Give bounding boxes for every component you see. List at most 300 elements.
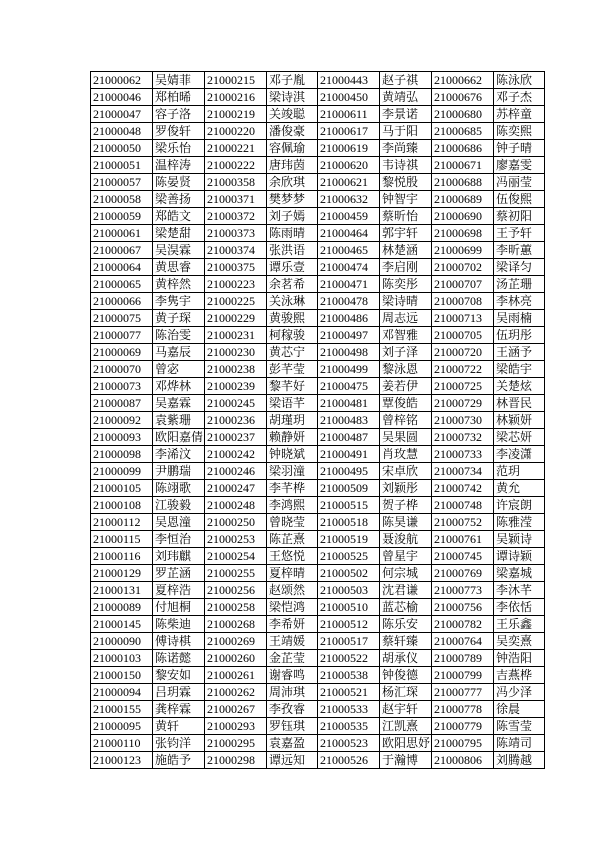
table-row (91, 293, 545, 310)
student-id-cell: 21000535 (318, 718, 380, 735)
student-name-cell: 梁皓宇 (494, 361, 545, 378)
student-name-cell: 吴奕熹 (494, 633, 545, 650)
student-name-cell: 赵宇轩 (380, 701, 432, 718)
student-id-cell: 21000059 (91, 208, 153, 225)
table-row (91, 429, 545, 446)
table-row (91, 565, 545, 582)
student-name-cell: 李昕蕙 (494, 242, 545, 259)
student-name-cell: 冯少泽 (494, 684, 545, 701)
student-name-cell: 陈奕熙 (494, 123, 545, 140)
student-id-cell: 21000483 (318, 412, 380, 429)
student-id-cell: 21000533 (318, 701, 380, 718)
student-name-cell: 许宸朗 (494, 497, 545, 514)
student-name-cell: 廖嘉雯 (494, 157, 545, 174)
student-name-cell: 李景诺 (380, 106, 432, 123)
table-row (91, 531, 545, 548)
student-name-cell: 李启刚 (380, 259, 432, 276)
student-name-cell: 王涵予 (494, 344, 545, 361)
table-row (91, 344, 545, 361)
student-id-cell: 21000495 (318, 463, 380, 480)
student-name-cell: 李依恬 (494, 599, 545, 616)
student-id-cell: 21000047 (91, 106, 153, 123)
student-id-cell: 21000525 (318, 548, 380, 565)
student-name-cell: 韦诗祺 (380, 157, 432, 174)
student-name-cell: 赵子祺 (380, 72, 432, 89)
student-id-cell: 21000708 (432, 293, 494, 310)
student-id-cell: 21000773 (432, 582, 494, 599)
student-id-cell: 21000764 (432, 633, 494, 650)
student-id-cell: 21000497 (318, 327, 380, 344)
table-row (91, 191, 545, 208)
student-id-cell: 21000065 (91, 276, 153, 293)
student-name-cell: 陈奕彤 (380, 276, 432, 293)
student-id-cell: 21000465 (318, 242, 380, 259)
student-id-cell: 21000662 (432, 72, 494, 89)
student-id-cell: 21000258 (205, 599, 267, 616)
student-name-cell: 吴嘉霖 (153, 395, 205, 412)
student-id-cell: 21000131 (91, 582, 153, 599)
student-name-cell: 徐晨 (494, 701, 545, 718)
student-name-cell: 王靖媛 (267, 633, 318, 650)
student-name-cell: 聂浚航 (380, 531, 432, 548)
student-name-cell: 胡瑾玥 (267, 412, 318, 429)
student-id-cell: 21000752 (432, 514, 494, 531)
student-name-cell: 吴雨楠 (494, 310, 545, 327)
student-name-cell: 容佩瑜 (267, 140, 318, 157)
student-name-cell: 关楚炫 (494, 378, 545, 395)
student-name-cell: 赖静妍 (267, 429, 318, 446)
student-name-cell: 梁楚甜 (153, 225, 205, 242)
student-name-cell: 江骏毅 (153, 497, 205, 514)
student-id-cell: 21000471 (318, 276, 380, 293)
student-name-cell: 吉燕桦 (494, 667, 545, 684)
table-row (91, 548, 545, 565)
table-row (91, 106, 545, 123)
student-id-cell: 21000216 (205, 89, 267, 106)
student-name-cell: 尹鹏瑞 (153, 463, 205, 480)
student-name-cell: 郑皓文 (153, 208, 205, 225)
student-name-cell: 梁羽潼 (267, 463, 318, 480)
student-name-cell: 钟俊德 (380, 667, 432, 684)
student-name-cell: 李鸿熙 (267, 497, 318, 514)
student-name-cell: 傅诗棋 (153, 633, 205, 650)
table-row (91, 123, 545, 140)
student-id-cell: 21000778 (432, 701, 494, 718)
student-id-cell: 21000486 (318, 310, 380, 327)
student-name-cell: 李林亮 (494, 293, 545, 310)
student-id-cell: 21000745 (432, 548, 494, 565)
student-id-cell: 21000690 (432, 208, 494, 225)
student-id-cell: 21000116 (91, 548, 153, 565)
table-row (91, 276, 545, 293)
student-name-cell: 刘子泽 (380, 344, 432, 361)
student-name-cell: 刘腾越 (494, 752, 545, 769)
student-id-cell: 21000230 (205, 344, 267, 361)
student-name-cell: 汤芷珊 (494, 276, 545, 293)
student-name-cell: 李沐芊 (494, 582, 545, 599)
student-id-cell: 21000089 (91, 599, 153, 616)
student-id-cell: 21000215 (205, 72, 267, 89)
student-name-cell: 黄芯宁 (267, 344, 318, 361)
student-id-cell: 21000806 (432, 752, 494, 769)
student-id-cell: 21000255 (205, 565, 267, 582)
student-id-cell: 21000713 (432, 310, 494, 327)
student-id-cell: 21000799 (432, 667, 494, 684)
student-name-cell: 吴婧菲 (153, 72, 205, 89)
student-id-cell: 21000058 (91, 191, 153, 208)
student-name-cell: 范玥 (494, 463, 545, 480)
student-id-cell: 21000057 (91, 174, 153, 191)
student-id-cell: 21000734 (432, 463, 494, 480)
student-id-cell: 21000487 (318, 429, 380, 446)
student-name-cell: 唐玮茵 (267, 157, 318, 174)
student-id-cell: 21000699 (432, 242, 494, 259)
student-name-cell: 钟晓斌 (267, 446, 318, 463)
student-id-cell: 21000269 (205, 633, 267, 650)
student-id-cell: 21000729 (432, 395, 494, 412)
student-name-cell: 蔡轩臻 (380, 633, 432, 650)
student-name-cell: 苏梓童 (494, 106, 545, 123)
table-row (91, 752, 545, 769)
student-id-cell: 21000254 (205, 548, 267, 565)
student-name-cell: 黎安如 (153, 667, 205, 684)
student-id-cell: 21000087 (91, 395, 153, 412)
student-name-cell: 林颖妍 (494, 412, 545, 429)
student-id-cell: 21000070 (91, 361, 153, 378)
student-id-cell: 21000685 (432, 123, 494, 140)
student-id-cell: 21000502 (318, 565, 380, 582)
student-id-cell: 21000756 (432, 599, 494, 616)
student-name-cell: 黎泳恩 (380, 361, 432, 378)
student-id-cell: 21000219 (205, 106, 267, 123)
student-name-cell: 夏梓晴 (267, 565, 318, 582)
student-name-cell: 马嘉辰 (153, 344, 205, 361)
table-row (91, 616, 545, 633)
table-row (91, 446, 545, 463)
student-name-cell: 伍俊熙 (494, 191, 545, 208)
student-name-cell: 柯稼骏 (267, 327, 318, 344)
student-id-cell: 21000512 (318, 616, 380, 633)
student-id-cell: 21000705 (432, 327, 494, 344)
student-name-cell: 陈柴迪 (153, 616, 205, 633)
student-name-cell: 何宗城 (380, 565, 432, 582)
student-name-cell: 刘子嫣 (267, 208, 318, 225)
student-name-cell: 覃俊皓 (380, 395, 432, 412)
student-name-cell: 黄骏熙 (267, 310, 318, 327)
student-name-cell: 王悠悦 (267, 548, 318, 565)
student-name-cell: 欧阳思妤 (380, 735, 432, 752)
student-id-cell: 21000073 (91, 378, 153, 395)
student-name-cell: 袁紫珊 (153, 412, 205, 429)
student-name-cell: 陈雅滢 (494, 514, 545, 531)
student-name-cell: 梁善扬 (153, 191, 205, 208)
student-name-cell: 金芷莹 (267, 650, 318, 667)
table-row (91, 735, 545, 752)
student-id-cell: 21000129 (91, 565, 153, 582)
student-id-cell: 21000236 (205, 412, 267, 429)
student-id-cell: 21000619 (318, 140, 380, 157)
student-name-cell: 梁语芊 (267, 395, 318, 412)
student-id-cell: 21000498 (318, 344, 380, 361)
student-name-cell: 陈诺懿 (153, 650, 205, 667)
student-id-cell: 21000221 (205, 140, 267, 157)
student-id-cell: 21000095 (91, 718, 153, 735)
student-name-cell: 谭诗颖 (494, 548, 545, 565)
student-id-cell: 21000245 (205, 395, 267, 412)
student-id-cell: 21000722 (432, 361, 494, 378)
table-row (91, 310, 545, 327)
student-id-cell: 21000680 (432, 106, 494, 123)
student-name-cell: 黄靖弘 (380, 89, 432, 106)
table-row (91, 225, 545, 242)
student-name-cell: 梁芯妍 (494, 429, 545, 446)
student-id-cell: 21000247 (205, 480, 267, 497)
table-row (91, 72, 545, 89)
student-id-cell: 21000092 (91, 412, 153, 429)
student-name-cell: 温梓涛 (153, 157, 205, 174)
student-name-cell: 黄思睿 (153, 259, 205, 276)
student-id-cell: 21000725 (432, 378, 494, 395)
student-name-cell: 林晋民 (494, 395, 545, 412)
student-id-cell: 21000093 (91, 429, 153, 446)
student-id-cell: 21000150 (91, 667, 153, 684)
student-id-cell: 21000782 (432, 616, 494, 633)
student-id-cell: 21000371 (205, 191, 267, 208)
student-name-cell: 黄子琛 (153, 310, 205, 327)
student-id-cell: 21000518 (318, 514, 380, 531)
student-id-cell: 21000688 (432, 174, 494, 191)
student-id-cell: 21000443 (318, 72, 380, 89)
student-id-cell: 21000229 (205, 310, 267, 327)
student-name-cell: 江凯熹 (380, 718, 432, 735)
student-name-cell: 黎芊好 (267, 378, 318, 395)
student-id-cell: 21000503 (318, 582, 380, 599)
student-id-cell: 21000373 (205, 225, 267, 242)
student-id-cell: 21000103 (91, 650, 153, 667)
student-id-cell: 21000262 (205, 684, 267, 701)
student-id-cell: 21000698 (432, 225, 494, 242)
student-name-cell: 陈晏贤 (153, 174, 205, 191)
student-name-cell: 马于阳 (380, 123, 432, 140)
student-id-cell: 21000789 (432, 650, 494, 667)
student-name-cell: 冯丽莹 (494, 174, 545, 191)
student-name-cell: 蓝芯榆 (380, 599, 432, 616)
student-name-cell: 林楚涵 (380, 242, 432, 259)
table-row (91, 361, 545, 378)
table-row (91, 480, 545, 497)
student-id-cell: 21000223 (205, 276, 267, 293)
table-row (91, 412, 545, 429)
student-id-cell: 21000517 (318, 633, 380, 650)
student-name-cell: 伍玥彤 (494, 327, 545, 344)
student-name-cell: 陈昊谦 (380, 514, 432, 531)
student-id-cell: 21000632 (318, 191, 380, 208)
student-id-cell: 21000521 (318, 684, 380, 701)
student-id-cell: 21000526 (318, 752, 380, 769)
student-name-cell: 李恒治 (153, 531, 205, 548)
student-name-cell: 邓智雅 (380, 327, 432, 344)
student-id-cell: 21000295 (205, 735, 267, 752)
student-name-cell: 李浠汶 (153, 446, 205, 463)
student-id-cell: 21000509 (318, 480, 380, 497)
student-name-cell: 罗芷涵 (153, 565, 205, 582)
student-id-cell: 21000239 (205, 378, 267, 395)
student-id-cell: 21000510 (318, 599, 380, 616)
student-name-cell: 邓子胤 (267, 72, 318, 89)
table-row (91, 242, 545, 259)
table-row (91, 208, 545, 225)
student-name-cell: 王乐鑫 (494, 616, 545, 633)
student-id-cell: 21000067 (91, 242, 153, 259)
student-id-cell: 21000123 (91, 752, 153, 769)
student-name-cell: 容子洛 (153, 106, 205, 123)
student-name-cell: 梁诗淇 (267, 89, 318, 106)
table-row (91, 701, 545, 718)
student-id-cell: 21000099 (91, 463, 153, 480)
student-name-cell: 欧阳嘉倩 (153, 429, 205, 446)
table-row (91, 718, 545, 735)
table-row (91, 667, 545, 684)
student-id-cell: 21000155 (91, 701, 153, 718)
table-row (91, 89, 545, 106)
student-id-cell: 21000090 (91, 633, 153, 650)
student-id-cell: 21000478 (318, 293, 380, 310)
student-name-cell: 施皓予 (153, 752, 205, 769)
student-name-cell: 付旭桐 (153, 599, 205, 616)
student-id-cell: 21000225 (205, 293, 267, 310)
student-name-cell: 刘颖彤 (380, 480, 432, 497)
student-id-cell: 21000372 (205, 208, 267, 225)
student-id-cell: 21000491 (318, 446, 380, 463)
student-name-cell: 关泳琳 (267, 293, 318, 310)
student-id-cell: 21000220 (205, 123, 267, 140)
student-id-cell: 21000238 (205, 361, 267, 378)
student-id-cell: 21000671 (432, 157, 494, 174)
student-name-cell: 龚梓霖 (153, 701, 205, 718)
student-id-cell: 21000256 (205, 582, 267, 599)
student-id-cell: 21000066 (91, 293, 153, 310)
student-id-cell: 21000112 (91, 514, 153, 531)
table-row (91, 378, 545, 395)
table-row (91, 259, 545, 276)
student-name-cell: 陈靖司 (494, 735, 545, 752)
student-name-cell: 刘玮麒 (153, 548, 205, 565)
student-name-cell: 钟子晴 (494, 140, 545, 157)
student-name-cell: 梁乐怡 (153, 140, 205, 157)
student-id-cell: 21000062 (91, 72, 153, 89)
table-row (91, 582, 545, 599)
student-id-cell: 21000069 (91, 344, 153, 361)
student-name-cell: 梁诗晴 (380, 293, 432, 310)
student-name-cell: 黄梓然 (153, 276, 205, 293)
student-id-cell: 21000748 (432, 497, 494, 514)
student-name-cell: 陈治雯 (153, 327, 205, 344)
student-id-cell: 21000077 (91, 327, 153, 344)
student-id-cell: 21000064 (91, 259, 153, 276)
student-id-cell: 21000048 (91, 123, 153, 140)
student-name-cell: 樊梦梦 (267, 191, 318, 208)
student-id-cell: 21000777 (432, 684, 494, 701)
student-name-cell: 陈乐安 (380, 616, 432, 633)
student-id-cell: 21000769 (432, 565, 494, 582)
student-name-cell: 罗钰琪 (267, 718, 318, 735)
student-name-cell: 李芊桦 (267, 480, 318, 497)
student-id-cell: 21000250 (205, 514, 267, 531)
student-name-cell: 郑柏晞 (153, 89, 205, 106)
table-row (91, 497, 545, 514)
student-id-cell: 21000499 (318, 361, 380, 378)
student-id-cell: 21000268 (205, 616, 267, 633)
student-id-cell: 21000375 (205, 259, 267, 276)
student-id-cell: 21000702 (432, 259, 494, 276)
student-roster-body (91, 72, 545, 769)
table-row (91, 599, 545, 616)
student-name-cell: 黄允 (494, 480, 545, 497)
student-name-cell: 吕玥霖 (153, 684, 205, 701)
student-id-cell: 21000620 (318, 157, 380, 174)
student-name-cell: 李尚臻 (380, 140, 432, 157)
student-name-cell: 潘俊豪 (267, 123, 318, 140)
student-name-cell: 陈泳欣 (494, 72, 545, 89)
student-name-cell: 张钧洋 (153, 735, 205, 752)
student-id-cell: 21000475 (318, 378, 380, 395)
student-id-cell: 21000621 (318, 174, 380, 191)
student-id-cell: 21000253 (205, 531, 267, 548)
student-id-cell: 21000481 (318, 395, 380, 412)
student-name-cell: 谢睿鸣 (267, 667, 318, 684)
student-id-cell: 21000267 (205, 701, 267, 718)
student-name-cell: 蔡昕怡 (380, 208, 432, 225)
student-name-cell: 宋卓欣 (380, 463, 432, 480)
student-name-cell: 陈翊歌 (153, 480, 205, 497)
student-id-cell: 21000611 (318, 106, 380, 123)
student-id-cell: 21000061 (91, 225, 153, 242)
student-name-cell: 赵颂然 (267, 582, 318, 599)
student-id-cell: 21000098 (91, 446, 153, 463)
student-id-cell: 21000523 (318, 735, 380, 752)
student-id-cell: 21000795 (432, 735, 494, 752)
student-roster-table (90, 71, 545, 769)
student-id-cell: 21000515 (318, 497, 380, 514)
student-name-cell: 沈君谦 (380, 582, 432, 599)
table-row (91, 157, 545, 174)
student-name-cell: 吴恩潼 (153, 514, 205, 531)
student-name-cell: 曾宓 (153, 361, 205, 378)
student-name-cell: 黎悦殷 (380, 174, 432, 191)
student-id-cell: 21000686 (432, 140, 494, 157)
student-id-cell: 21000222 (205, 157, 267, 174)
student-id-cell: 21000242 (205, 446, 267, 463)
student-name-cell: 胡承仪 (380, 650, 432, 667)
student-name-cell: 谭远知 (267, 752, 318, 769)
student-name-cell: 陈雪莹 (494, 718, 545, 735)
student-id-cell: 21000742 (432, 480, 494, 497)
table-row (91, 140, 545, 157)
student-name-cell: 贺子桦 (380, 497, 432, 514)
student-name-cell: 肖玫慧 (380, 446, 432, 463)
student-id-cell: 21000075 (91, 310, 153, 327)
student-name-cell: 余茗希 (267, 276, 318, 293)
student-name-cell: 蔡初阳 (494, 208, 545, 225)
student-id-cell: 21000459 (318, 208, 380, 225)
student-id-cell: 21000110 (91, 735, 153, 752)
student-name-cell: 周沛琪 (267, 684, 318, 701)
student-id-cell: 21000094 (91, 684, 153, 701)
student-id-cell: 21000051 (91, 157, 153, 174)
student-id-cell: 21000720 (432, 344, 494, 361)
student-id-cell: 21000450 (318, 89, 380, 106)
table-row (91, 684, 545, 701)
